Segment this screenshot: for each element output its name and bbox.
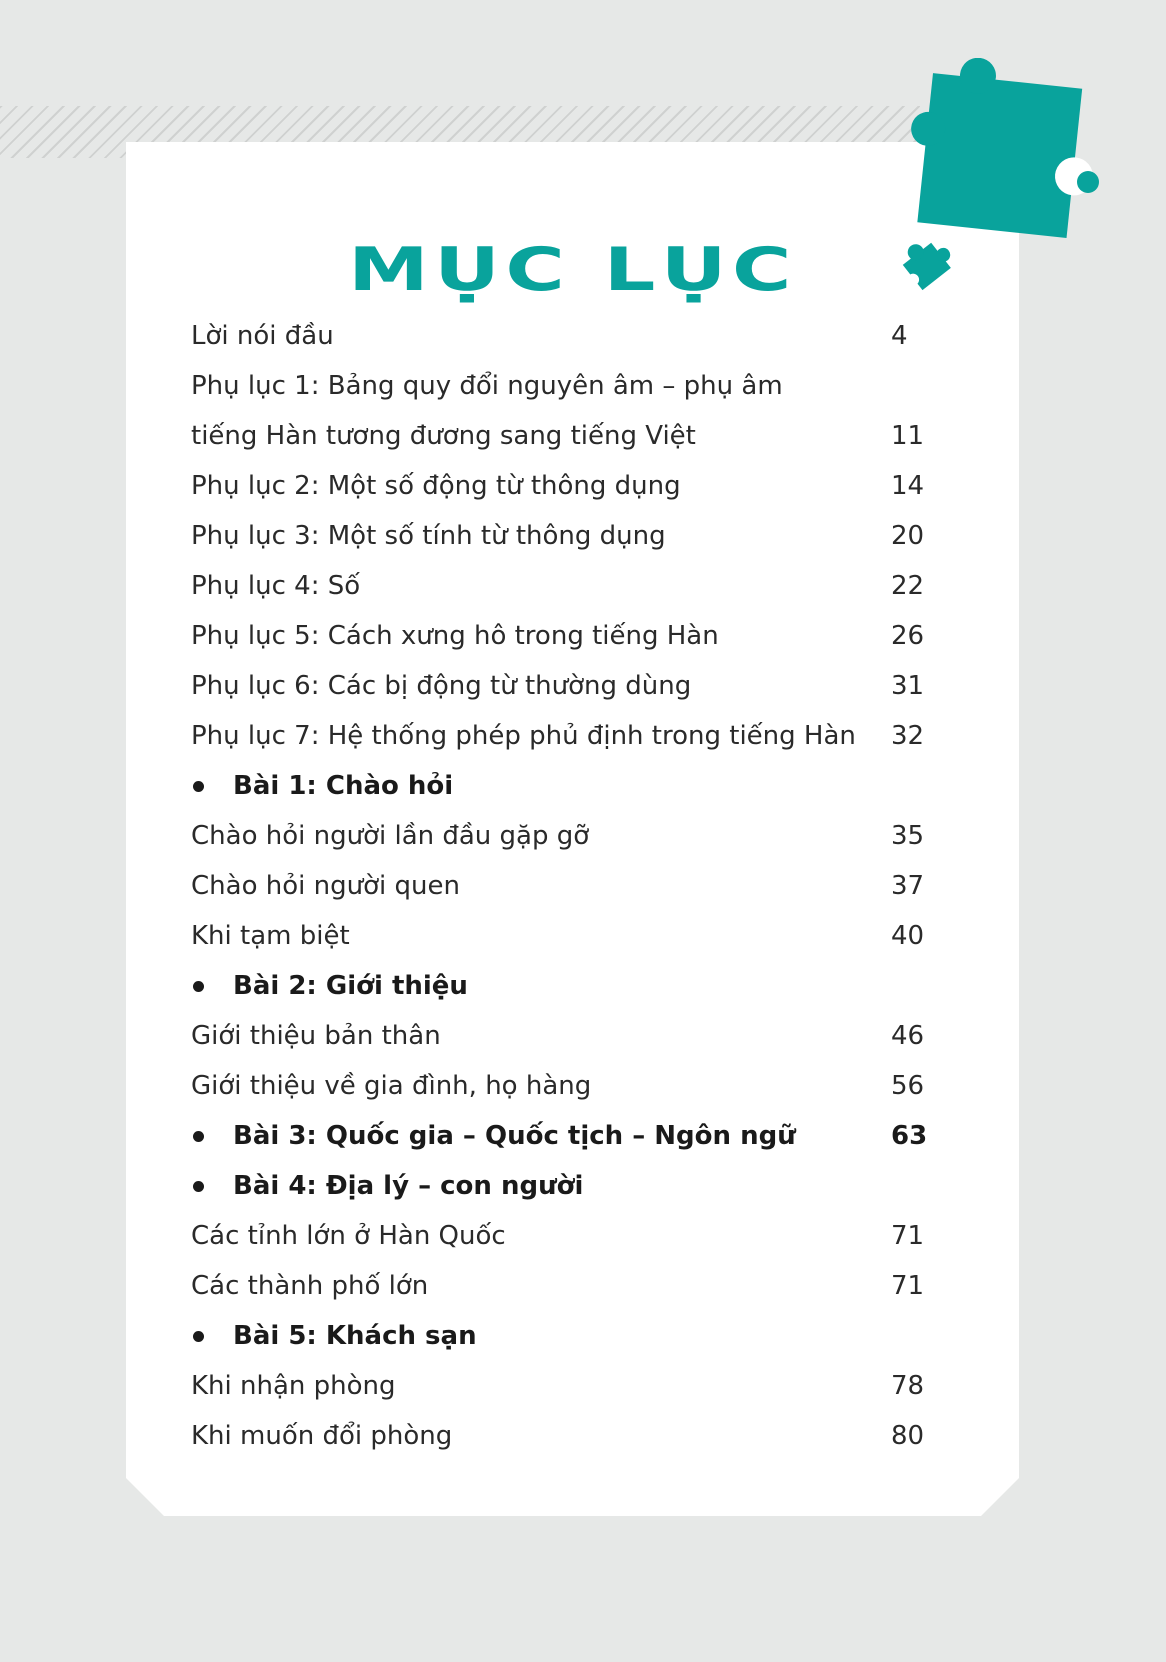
toc-entry-page: 46 (891, 1021, 925, 1051)
toc-entry[interactable] (191, 411, 961, 461)
table-of-contents (191, 311, 961, 1461)
toc-entry-page: 80 (891, 1421, 925, 1451)
page-title: MỤC LỤC (348, 235, 797, 305)
toc-entry[interactable] (191, 661, 961, 711)
toc-entry-label: Phụ lục 3: Một số tính từ thông dụng (191, 521, 666, 551)
toc-entry-page: 37 (891, 871, 925, 901)
bullet-icon (193, 1181, 204, 1192)
toc-lesson-heading[interactable] (191, 1111, 961, 1161)
toc-entry-page: 40 (891, 921, 925, 951)
bullet-icon (193, 981, 204, 992)
toc-entry-label: Phụ lục 2: Một số động từ thông dụng (191, 471, 681, 501)
bullet-icon (193, 1131, 204, 1142)
toc-entry[interactable] (191, 461, 961, 511)
toc-entry[interactable] (191, 1211, 961, 1261)
toc-entry[interactable] (191, 1361, 961, 1411)
toc-entry-label: Phụ lục 7: Hệ thống phép phủ định trong tiếng Hàn (191, 721, 856, 751)
toc-entry-page: 71 (891, 1221, 925, 1251)
toc-entry[interactable] (191, 561, 961, 611)
toc-entry-page: 14 (891, 471, 925, 501)
toc-entry-label: Khi tạm biệt (191, 921, 350, 951)
toc-entry-label: Phụ lục 5: Cách xưng hô trong tiếng Hàn (191, 621, 719, 651)
toc-entry-page: 71 (891, 1271, 925, 1301)
toc-entry-label: tiếng Hàn tương đương sang tiếng Việt (191, 421, 696, 451)
puzzle-piece-icon (890, 58, 1100, 248)
toc-entry-label: Khi nhận phòng (191, 1371, 396, 1401)
toc-entry-page: 32 (891, 721, 925, 751)
toc-entry-page: 63 (891, 1121, 928, 1151)
toc-lesson-label: Bài 5: Khách sạn (233, 1321, 477, 1351)
toc-entry[interactable] (191, 861, 961, 911)
toc-entry[interactable] (191, 1011, 961, 1061)
toc-entry[interactable] (191, 1261, 961, 1311)
toc-entry-label: Chào hỏi người lần đầu gặp gỡ (191, 821, 590, 851)
toc-entry-label: Chào hỏi người quen (191, 871, 460, 901)
toc-entry-page: 11 (891, 421, 925, 451)
toc-entry[interactable] (191, 711, 961, 761)
toc-entry-page: 22 (891, 571, 925, 601)
toc-entry-page: 31 (891, 671, 925, 701)
toc-lesson-label: Bài 1: Chào hỏi (233, 771, 454, 801)
toc-entry[interactable] (191, 911, 961, 961)
bullet-icon (193, 1331, 204, 1342)
toc-entry-page: 35 (891, 821, 925, 851)
toc-lesson-label: Bài 4: Địa lý – con người (233, 1171, 584, 1201)
toc-lesson-heading[interactable] (191, 1161, 961, 1211)
toc-lesson-heading[interactable] (191, 961, 961, 1011)
toc-lesson-heading[interactable] (191, 761, 961, 811)
toc-entry-page: 78 (891, 1371, 925, 1401)
toc-entry-label: Lời nói đầu (191, 321, 334, 351)
bullet-icon (193, 781, 204, 792)
toc-entry[interactable] (191, 361, 961, 411)
toc-entry[interactable] (191, 1411, 961, 1461)
toc-entry[interactable] (191, 611, 961, 661)
toc-entry-page: 20 (891, 521, 925, 551)
toc-entry-label: Các thành phố lớn (191, 1271, 429, 1301)
toc-entry-label: Phụ lục 1: Bảng quy đổi nguyên âm – phụ âm (191, 371, 783, 401)
toc-entry-page: 26 (891, 621, 925, 651)
toc-entry[interactable] (191, 311, 961, 361)
toc-entry[interactable] (191, 1061, 961, 1111)
toc-entry-label: Giới thiệu bản thân (191, 1021, 441, 1051)
toc-entry[interactable] (191, 811, 961, 861)
toc-entry-label: Các tỉnh lớn ở Hàn Quốc (191, 1221, 506, 1251)
toc-entry-label: Khi muốn đổi phòng (191, 1421, 453, 1451)
toc-entry[interactable] (191, 511, 961, 561)
toc-entry-page: 56 (891, 1071, 925, 1101)
toc-entry-label: Phụ lục 6: Các bị động từ thường dùng (191, 671, 692, 701)
toc-entry-page: 4 (891, 321, 908, 351)
toc-lesson-label: Bài 2: Giới thiệu (233, 971, 468, 1001)
toc-lesson-label: Bài 3: Quốc gia – Quốc tịch – Ngôn ngữ (233, 1121, 796, 1151)
toc-lesson-heading[interactable] (191, 1311, 961, 1361)
toc-entry-label: Giới thiệu về gia đình, họ hàng (191, 1071, 592, 1101)
toc-entry-label: Phụ lục 4: Số (191, 571, 361, 601)
